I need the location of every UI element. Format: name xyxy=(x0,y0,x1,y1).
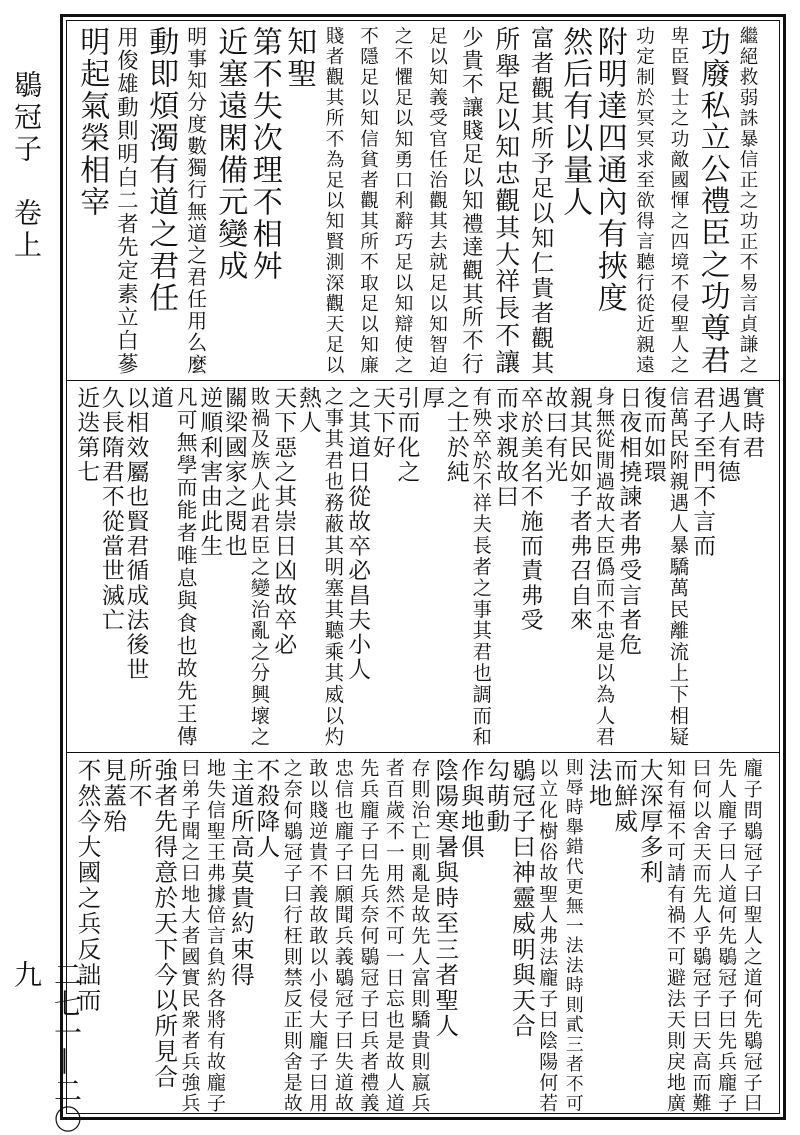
middle-text-column: 凡可無學而能者唯息與食也故先王傳 xyxy=(173,386,198,748)
top-text-column: 明事知分度數獨行無道之君任用么麼 xyxy=(183,26,207,376)
middle-text-column: 之事其君也務蔽其明塞其聽乘其威以灼 xyxy=(321,386,345,748)
bottom-text-column: 法地 xyxy=(584,758,613,810)
middle-text-column: 道 xyxy=(147,386,174,411)
middle-text-column: 敗禍及族人此君臣之變治亂之分興壞之 xyxy=(247,386,271,748)
top-text-column: 富者觀其所予足以知仁貴者觀其 xyxy=(527,26,554,376)
bottom-text-column: 則辱時舉錯代更無一法法時則貳三者不可 xyxy=(563,758,584,1114)
middle-text-column: 天下好 xyxy=(369,386,396,461)
section-divider-lower xyxy=(66,752,780,753)
middle-text-column: 復而如環 xyxy=(640,386,667,485)
bottom-text-column: 曰何以舍天而先人乎鶡冠子曰天高而難 xyxy=(689,758,712,1114)
middle-text-column: 卒於美名不施而責弗受 xyxy=(517,386,544,633)
middle-text-column: 之其道日從故卒必昌夫小人 xyxy=(344,386,371,683)
page-number: 二七一—二〇九 xyxy=(10,960,83,1134)
middle-text-column: 近迭第七 xyxy=(73,386,100,485)
top-text-column: 然后有以量人 xyxy=(557,26,593,218)
top-text-column: 知聖 xyxy=(281,26,317,90)
middle-text-column: 有殃卒於不祥夫長者之事其君也調而和 xyxy=(469,386,493,748)
middle-text-column: 關梁國家之閱也 xyxy=(221,386,248,559)
top-text-column: 足以知義受官任治觀其去就足以知智迫 xyxy=(426,26,448,376)
book-title: 鶡冠子 卷上 xyxy=(10,70,43,262)
top-text-column: 功廢私立公禮臣之功尊君 xyxy=(695,26,731,376)
bottom-text-column: 忠信也龐子曰願聞兵義鶡冠子曰失道故 xyxy=(331,758,354,1114)
top-text-column: 功定制於冥冥求至欲得言聽行從近親遠 xyxy=(633,26,655,376)
top-text-column: 賤者觀其所不為足以知賢測深觀天足以 xyxy=(323,26,345,376)
top-text-column: 之不懼足以知勇口利辭巧足以知辯使之 xyxy=(392,26,414,376)
top-text-column: 明起氣榮相宰 xyxy=(74,26,110,218)
top-text-column: 第不失次理不相舛 xyxy=(246,26,282,282)
bottom-text-column: 勾萌動 xyxy=(482,758,511,835)
middle-text-column: 逆順利害由此生 xyxy=(196,386,223,559)
bottom-text-column: 不殺降人 xyxy=(252,758,281,861)
bottom-text-column: 存則治亡則亂是故先人富則驕貴則嬴兵 xyxy=(408,758,431,1114)
bottom-text-column: 敢以賤逆貴不義故敢以小侵大龐子曰用 xyxy=(306,758,329,1114)
section-divider-upper xyxy=(66,380,780,381)
bottom-text-column: 曰弟子聞之曰地大者國實民衆者兵強兵 xyxy=(178,758,201,1114)
top-text-column: 近塞遠閑備元變成 xyxy=(212,26,248,282)
bottom-text-column: 地失信聖王弗據倍言負約各將有故龐子 xyxy=(204,758,227,1114)
middle-text-column: 信萬民附親遇人暴驕萬民離流上下相疑 xyxy=(666,386,690,748)
bottom-text-column: 先人龐子曰人道何先鶡冠子曰先兵龐子 xyxy=(715,758,738,1114)
bottom-text-column: 者百歲不一用然不可一日忘也是故人道 xyxy=(382,758,405,1114)
bottom-text-column: 陰陽寒暑與時至三者聖人 xyxy=(431,758,460,1039)
bottom-text-column: 見蓋殆 xyxy=(99,758,128,835)
bottom-text-column: 先兵龐子曰先兵奈何鶡冠子曰兵者禮義 xyxy=(357,758,380,1114)
bottom-text-column: 知有福不可請有禍不可避法天則戾地廣 xyxy=(664,758,687,1114)
bottom-text-column: 龐子問鶡冠子曰聖人之道何先鶡冠子曰 xyxy=(740,758,763,1114)
middle-text-column: 君子至門不言而 xyxy=(689,386,716,559)
middle-text-column: 身無從閒過故大臣僞而不忠是以為人君 xyxy=(592,386,616,748)
bottom-text-column: 強者先得意於天下今以所見合 xyxy=(150,758,179,1090)
bottom-text-column: 大深厚多利 xyxy=(635,758,664,886)
middle-text-column: 以相效屬也賢君循成法後世 xyxy=(122,386,149,683)
middle-text-column: 而求親故曰 xyxy=(492,386,519,510)
bottom-text-column: 以立化樹俗故聖人弗法龐子曰陰陽何若 xyxy=(536,758,559,1114)
bottom-text-column: 所不 xyxy=(124,758,153,810)
top-text-column: 卑臣賢士之功敵國惲之四境不侵聖人之 xyxy=(668,26,690,376)
middle-text-column: 熱人 xyxy=(295,386,322,436)
middle-text-column: 厚 xyxy=(418,386,445,411)
middle-text-column: 之士於純 xyxy=(443,386,470,485)
bottom-text-column: 作與地俱 xyxy=(456,758,485,861)
middle-text-column: 遇人有德 xyxy=(714,386,741,485)
middle-text-column: 天下惡之其崇日凶故卒必 xyxy=(270,386,297,658)
top-text-column: 附明達四通內有挾度 xyxy=(591,26,627,314)
bottom-text-column: 主道所高莫貴約束得 xyxy=(226,758,255,988)
bottom-text-column: 鶡冠子曰神靈威明與天合 xyxy=(507,758,536,1039)
middle-text-column: 久長隋君不從當世滅亡 xyxy=(98,386,125,633)
bottom-text-column: 而鮮威 xyxy=(610,758,639,835)
top-text-column: 繼絕救弱誅暴信正之功正不易言貞謙之 xyxy=(737,26,759,376)
top-text-column: 不隱足以知信貧者觀其所不取足以知廉 xyxy=(357,26,379,376)
bottom-text-column: 之奈何鶡冠子曰行枉則禁反正則舍是故 xyxy=(280,758,303,1114)
middle-text-column: 親其民如子者弗召自來 xyxy=(566,386,593,633)
top-text-column: 用俊雄動則明白二者先定素立白蔘 xyxy=(113,26,139,376)
top-text-column: 所舉足以知忠觀其大祥長不讓 xyxy=(491,26,521,376)
middle-text-column: 日夜相撓諫者弗受言者危 xyxy=(615,386,642,658)
top-text-column: 動即煩濁有道之君任 xyxy=(143,26,179,314)
middle-text-column: 實時君 xyxy=(739,386,765,461)
bottom-text-column: 不然今大國之兵反詘而 xyxy=(73,758,102,1014)
top-text-column: 少貴不讓賤足以知禮達觀其所不行 xyxy=(458,26,484,376)
middle-text-column: 故曰有光 xyxy=(541,386,568,485)
middle-text-column: 引而化之 xyxy=(394,386,420,485)
